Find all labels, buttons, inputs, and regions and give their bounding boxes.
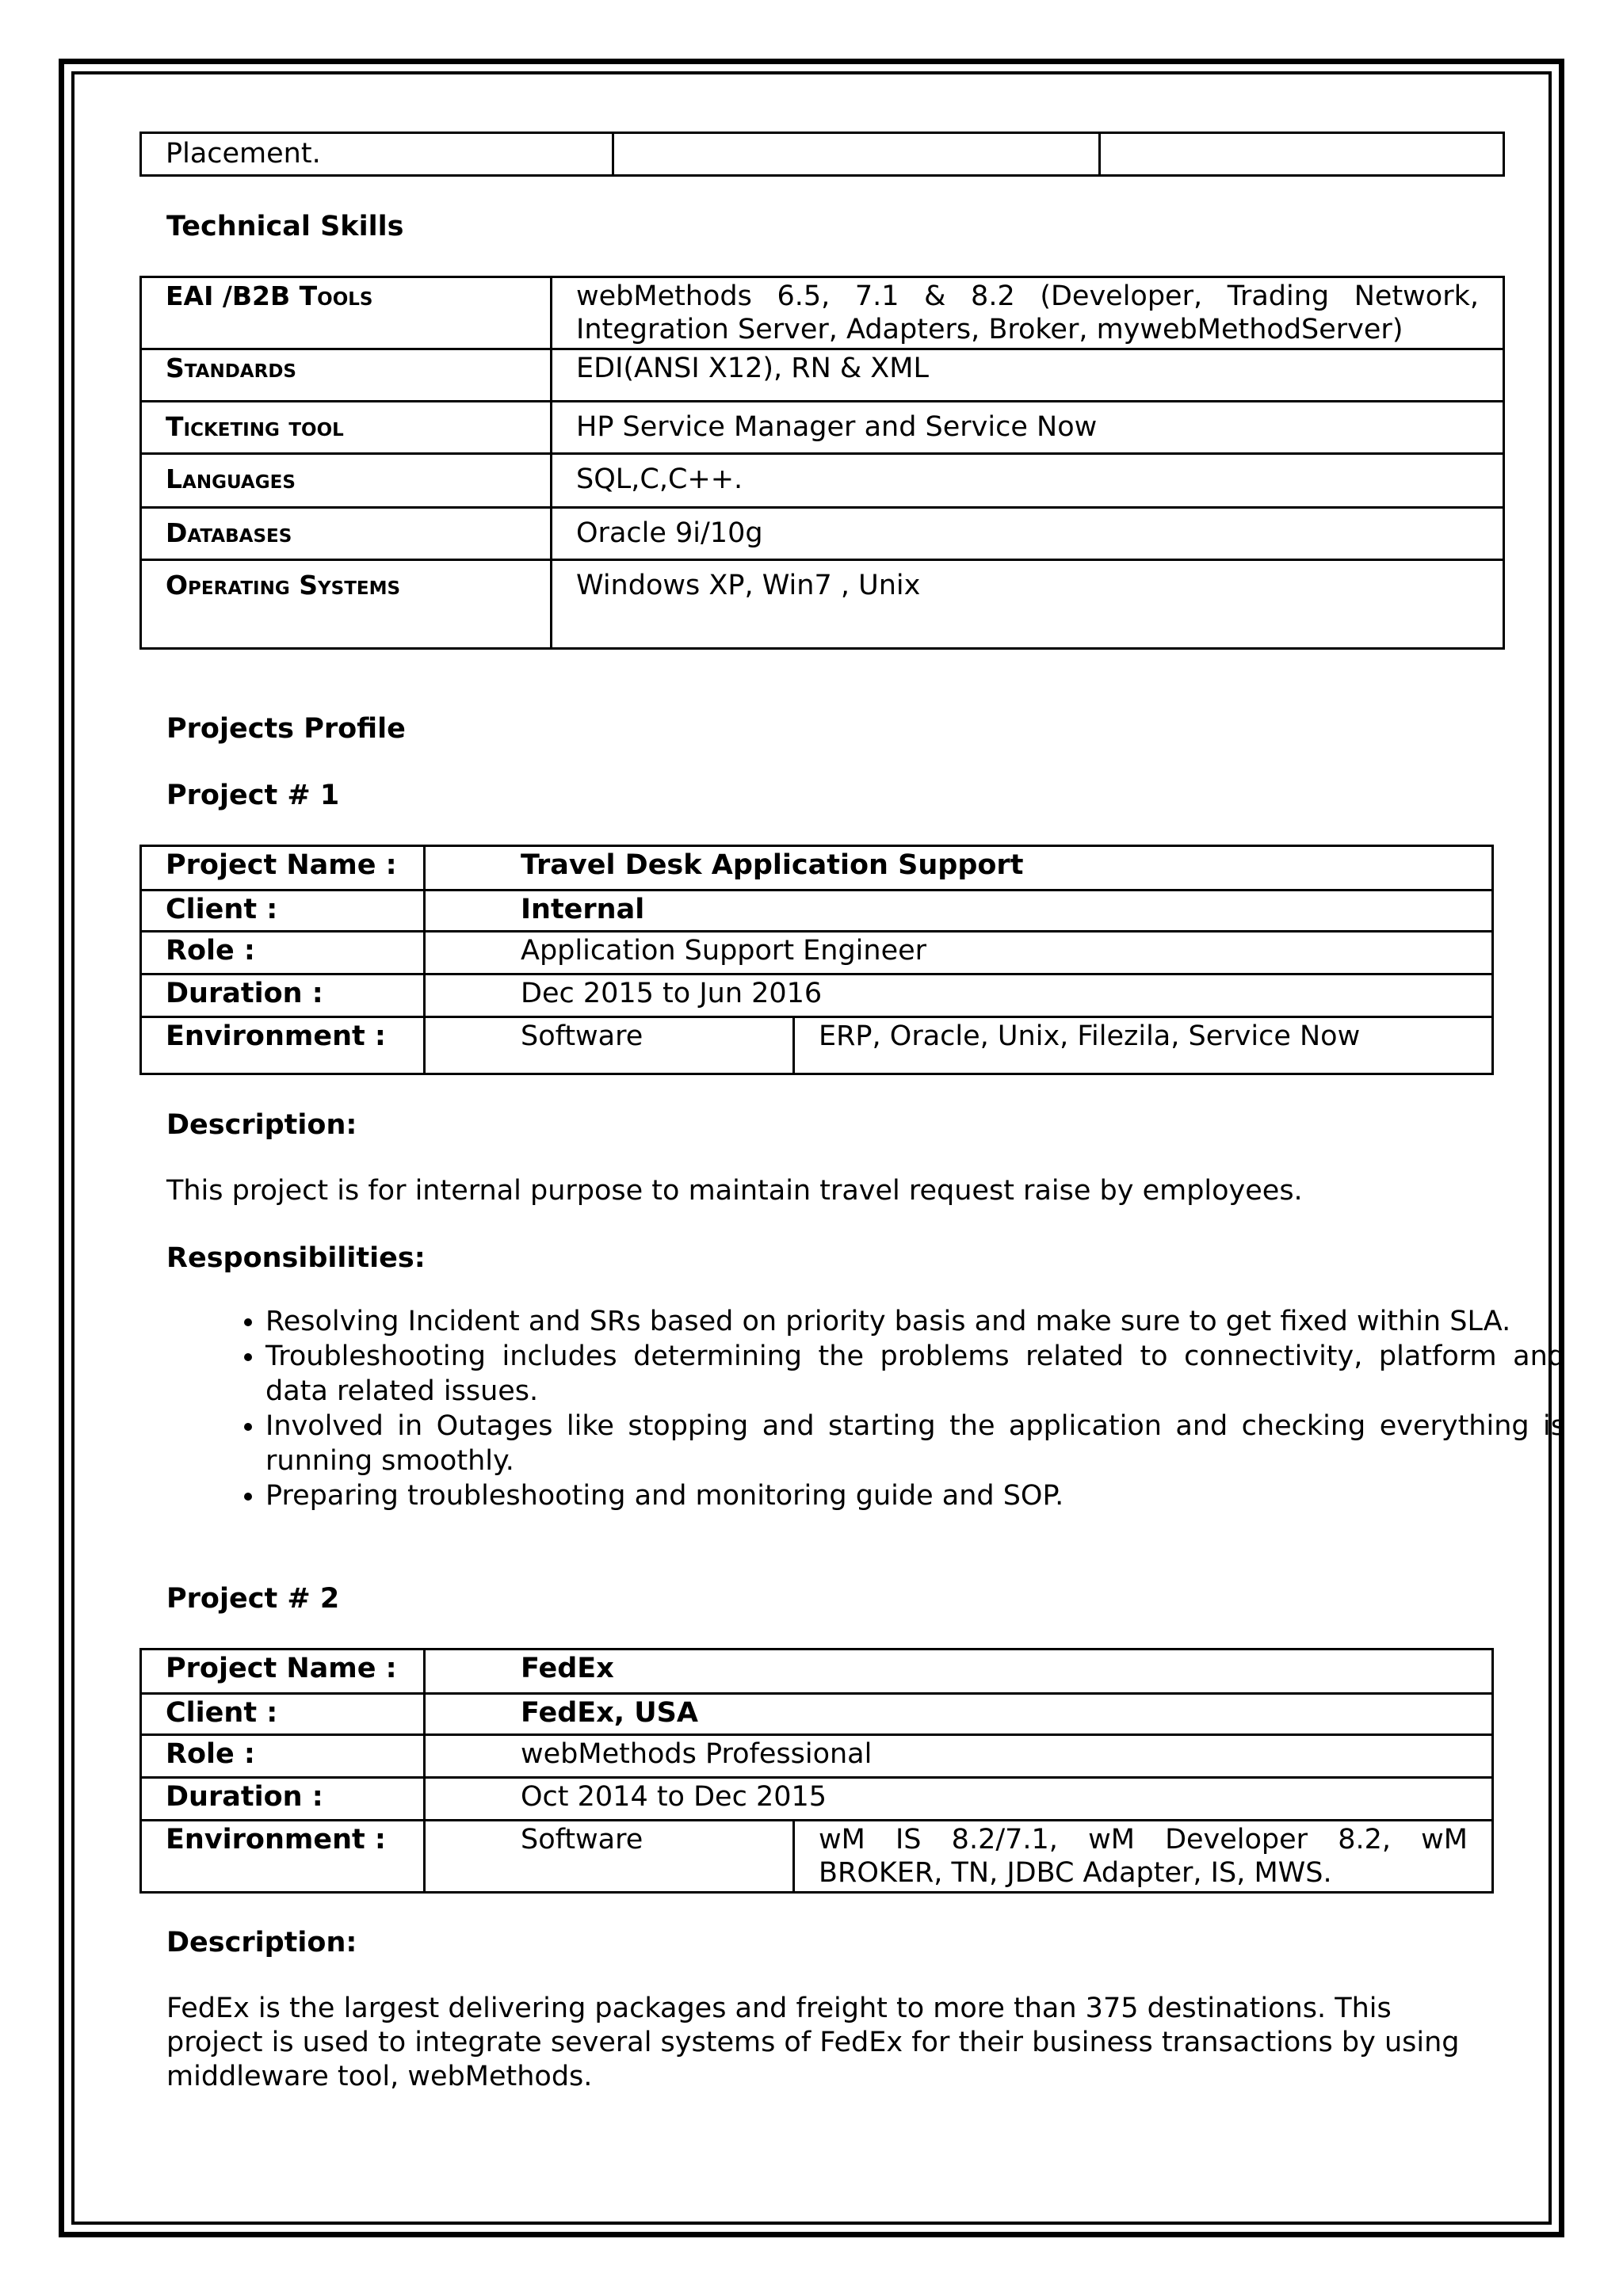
skill-label: Ticketing tool — [141, 402, 552, 454]
responsibilities-list — [166, 1304, 1565, 1513]
skill-value: EDI(ANSI X12), RN & XML — [552, 349, 1504, 402]
role-label: Role : — [141, 932, 425, 974]
environment-value: ERP, Oracle, Unix, Filezila, Service Now — [794, 1017, 1493, 1074]
skill-value: HP Service Manager and Service Now — [552, 402, 1504, 454]
project-2-description-heading: Description: — [166, 1927, 357, 1958]
role-value: Application Support Engineer — [425, 932, 1493, 974]
list-item: • Troubleshooting includes determining the problems related to connectivity, platform and data related issues. — [265, 1339, 1565, 1409]
skill-label: Operating Systems — [141, 560, 552, 649]
list-item: • Involved in Outages like stopping and starting the application and checking everything is running smoothly. — [265, 1409, 1565, 1478]
skill-label: Languages — [141, 454, 552, 508]
technical-skills-heading: Technical Skills — [166, 211, 404, 242]
role-value: webMethods Professional — [425, 1735, 1493, 1778]
top-table-cell-3 — [1100, 133, 1504, 176]
project-1-table — [139, 845, 1494, 1075]
list-item: • Resolving Incident and SRs based on priority basis and make sure to get fixed within SLA. — [265, 1304, 1565, 1339]
top-table-cell-2 — [613, 133, 1100, 176]
environment-label: Environment : — [141, 1017, 425, 1074]
environment-label: Environment : — [141, 1821, 425, 1893]
skill-value: webMethods 6.5, 7.1 & 8.2 (Developer, Trading Network, Integration Server, Adapters, Broker, mywebMethodServer) — [552, 277, 1504, 349]
duration-value: Dec 2015 to Jun 2016 — [425, 974, 1493, 1017]
duration-label: Duration : — [141, 974, 425, 1017]
project-1-description: This project is for internal purpose to maintain travel request raise by employees. — [166, 1175, 1303, 1207]
skill-label: Databases — [141, 508, 552, 560]
role-label: Role : — [141, 1735, 425, 1778]
project-1-responsibilities-heading: Responsibilities: — [166, 1242, 426, 1274]
skill-value: Oracle 9i/10g — [552, 508, 1504, 560]
skill-label: Standards — [141, 349, 552, 402]
project-1-description-heading: Description: — [166, 1109, 357, 1141]
project-2-heading: Project # 2 — [166, 1583, 340, 1615]
client-value: Internal — [425, 891, 1493, 932]
project-1-heading: Project # 1 — [166, 780, 340, 811]
top-table-cell-1: Placement. — [141, 133, 613, 176]
client-value: FedEx, USA — [425, 1694, 1493, 1735]
project-name-label: Project Name : — [141, 846, 425, 891]
environment-value: wM IS 8.2/7.1, wM Developer 8.2, wM BROKER, TN, JDBC Adapter, IS, MWS. — [794, 1821, 1493, 1893]
projects-profile-heading: Projects Profile — [166, 713, 406, 745]
environment-type: Software — [425, 1821, 794, 1893]
skill-label: EAI /B2B Tools — [141, 277, 552, 349]
client-label: Client : — [141, 891, 425, 932]
skill-value: Windows XP, Win7 , Unix — [552, 560, 1504, 649]
client-label: Client : — [141, 1694, 425, 1735]
duration-value: Oct 2014 to Dec 2015 — [425, 1778, 1493, 1821]
top-table — [139, 132, 1505, 177]
environment-type: Software — [425, 1017, 794, 1074]
project-name-label: Project Name : — [141, 1650, 425, 1694]
skill-value: SQL,C,C++. — [552, 454, 1504, 508]
duration-label: Duration : — [141, 1778, 425, 1821]
technical-skills-table — [139, 276, 1505, 650]
project-2-table — [139, 1648, 1494, 1894]
project-2-description: FedEx is the largest delivering packages and freight to more than 375 destinations. This project is used to integrate several systems of FedEx for their business transactions by using middleware tool, webMethods. — [166, 1993, 1460, 2092]
project-name-value: Travel Desk Application Support — [425, 846, 1493, 891]
project-name-value: FedEx — [425, 1650, 1493, 1694]
list-item: • Preparing troubleshooting and monitoring guide and SOP. — [265, 1478, 1565, 1513]
